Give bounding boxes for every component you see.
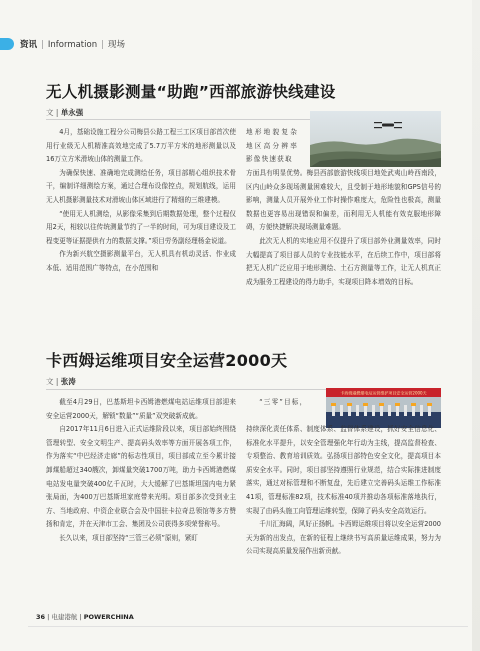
article2-column-right: 持续深化责任体系、制度体系、监督体系建设，抓好安全信息化、标准化水平提升，以安全管理强化年行动为主线，提高监督检查、专项整治、教育培训质效。弘扬项目部特色安全文化，提高项目本质安全水平。同时，项目部坚持遵照行业规范，结合实际推进制度落实，通过对标管理和不断复盘，先后建立完善码头运维工作标准41项，管理标准82项，技术标准40项并推动各项标准落地执行，实现了由码头施工向管理运维转型，保障了码头安全高效运行。 千川汇海阔，风好正扬帆。卡西姆运维项目将以安全运营2000天为新的出发点，在新的征程上继续书写高质量运维成果，努力为公司实现高质量发展作出新贡献。 (246, 425, 441, 556)
article2-byline: 文 | 张涛 (46, 377, 76, 386)
article1-byline: 文 | 单永强 (46, 108, 84, 117)
article2-column-left: 截至4月29日，巴基斯坦卡西姆港燃煤电站运维项目部迎来安全运营2000天，解锁“数量”“质量”双突破新成就。 自2017年11月6日进入正式运维阶段以来，项目部始终围绕管理转型、安全文明生产、提高码头效率等方面开展各项工作，作为落实“中巴经济走廊”的标志性项目，项目部成立至今累计接卸煤船超过340艘次，卸煤量突破1700万吨，助力卡西姆港燃煤电站发电量突破400亿千瓦时，大大缓解了巴基斯坦国内电力紧张局面，为400万巴基斯坦家庭带来光明。项目部多次受到业主方、当地政府、中资企业联合会及中国驻卡拉奇总领馆等多方赞扬和肯定，并在天津市工会、集团及公司获得多项荣誉称号。 长久以来，项目部坚持“三管三必须”原则，紧盯 (46, 398, 236, 542)
section-header: 资讯 | Information | 现场 (0, 36, 480, 52)
article2-side-text: “三零”目标， (259, 398, 308, 406)
article1-author: 单永强 (60, 108, 84, 117)
article2-photo (326, 388, 441, 428)
section-marker (0, 38, 14, 50)
section-sub: 现场 (107, 40, 125, 50)
page-edge (472, 0, 480, 651)
brand-name: POWERCHINA (83, 613, 134, 621)
publication-name: 电建港航 (51, 613, 78, 621)
article2-author: 张涛 (60, 377, 76, 386)
article1-column-left: 4月，基础设施工程分公司梅县公路工程三工区项目部首次使用行业级无人机精准高效地完成了5.7万平方米的地形测量以及16万立方米滑坡山体的测量工作。 为确保快速、准确地完成测绘任务，项目部精心组织技术骨干，编制详细测绘方案，通过合理布设像控点，规划航线，运用无人机摄影测量技术对滑坡山体区域进行了精细的三维建模。 “使用无人机测绘，从影像采集到后期数据处理，整个过程仅用2天，相较以往传统测量节约了一半的时间，可为项目建设及工程变更等证据提供有力的数据支撑。”项目劳务副经理杨金说道。 作为新兴航空摄影测量平台，无人机具有机动灵活、作业成本低、适用范围广等特点，在小范围和 (46, 128, 236, 272)
article1-title: 无人机摄影测量“助跑”西部旅游快线建设 (46, 83, 336, 101)
section-english: Information (47, 40, 98, 50)
article1-side-text: 地形地貌复杂地区高分辨率影像快速获取 (246, 128, 298, 164)
article1-column-right: 方面具有明显优势。梅县西部旅游快线项目地处武夷山岭西南段，区内山岭众多现场测量困难较大，且受制于地形地貌和GPS信号的影响，测量人员开展外业工作时操作难度大，危险性也极高，测量数据也更容易出现错误和偏差，而利用无人机能有效克服地形障碍，方便快捷解决现场测量难题。 此次无人机的实地应用不仅提升了项目部外业测量效率，同时大幅提高了项目部人员的专业技能水平，在后续工作中，项目部将把无人机广泛应用于地形测绘、土石方测量等工作，让无人机真正成为服务工程建设的得力助手，实现项目降本增效的目标。 (246, 169, 441, 286)
footer-rule (28, 626, 468, 627)
article2-title: 卡西姆运维项目安全运营2000天 (46, 351, 288, 370)
banner-text: 卡西姆港燃煤电站运营维护项目安全运营2000天 (340, 390, 427, 396)
section-label: 资讯 (20, 40, 38, 50)
article1-photo (310, 111, 441, 167)
page-number: 36 (36, 613, 46, 621)
page-footer: 36 | 电建港航 | POWERCHINA (36, 613, 134, 621)
